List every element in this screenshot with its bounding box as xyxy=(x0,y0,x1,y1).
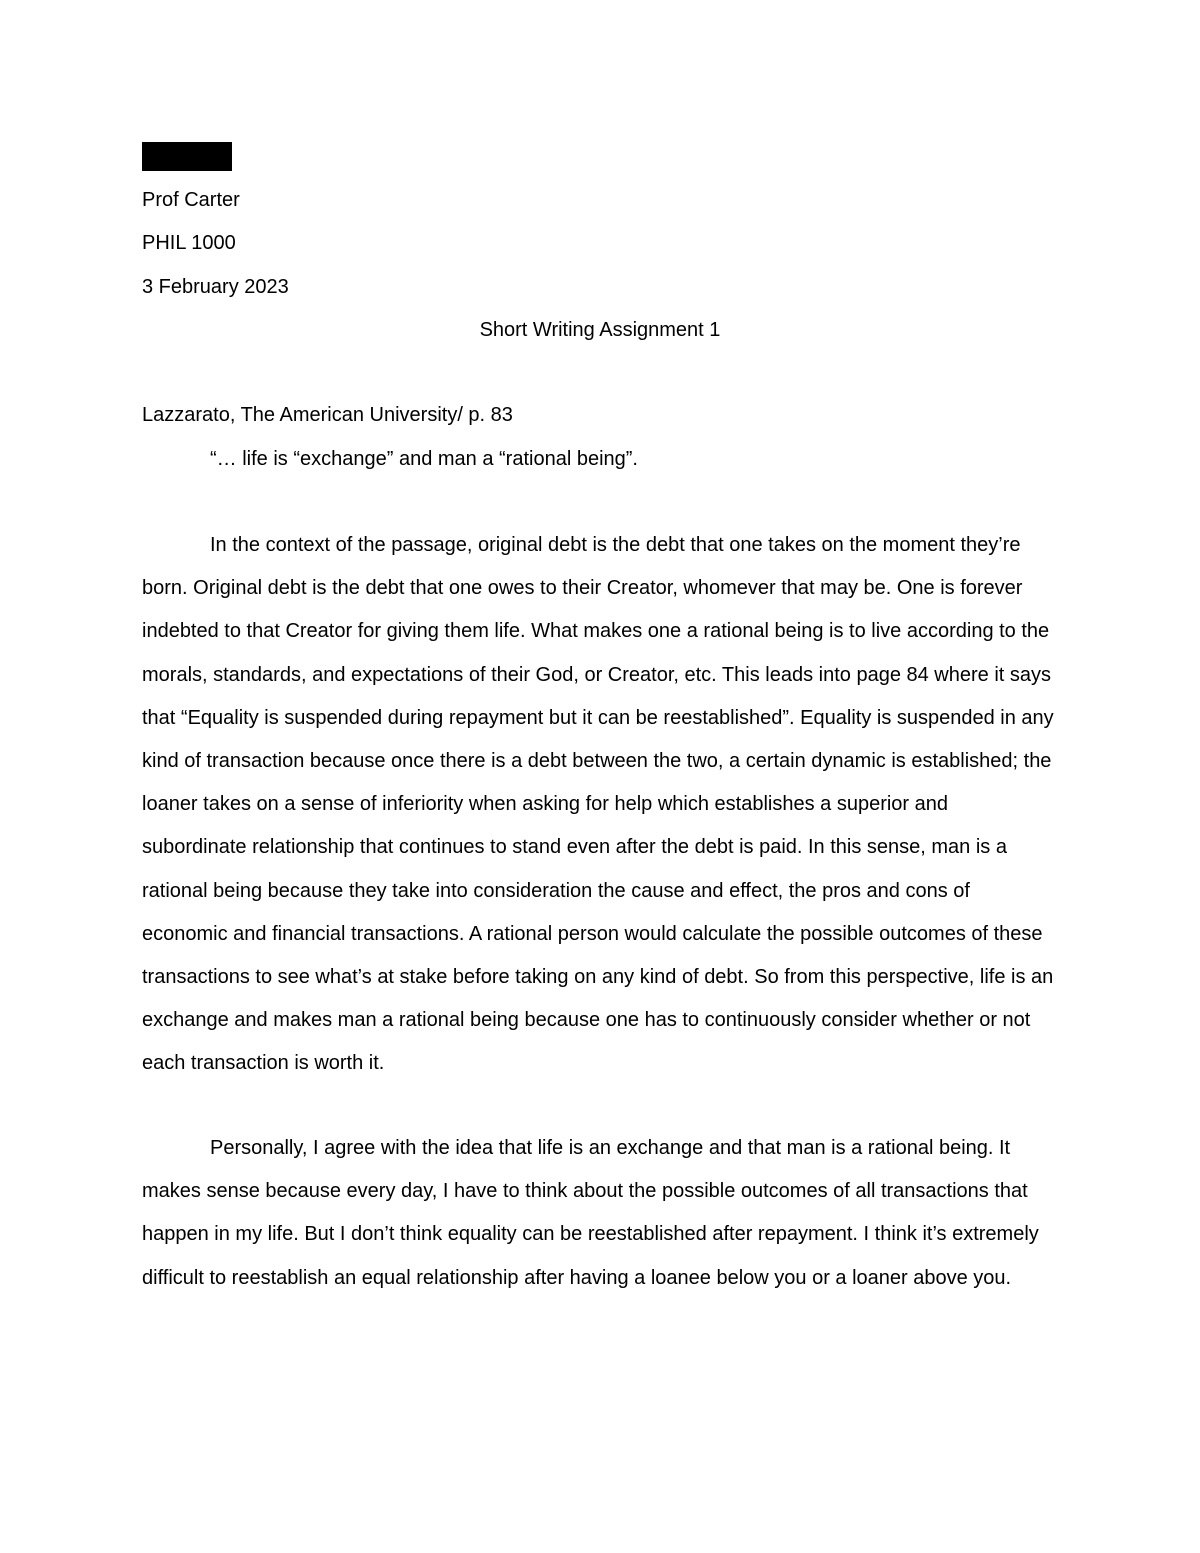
document-title: Short Writing Assignment 1 xyxy=(479,319,721,341)
body-paragraph-2: Personally, I agree with the idea that life is an exchange and that man is a rational being. It makes sense because every day, I have to think about the possible outcomes of all transactions that happen in my life. But I don’t think equality can be reestablished after repayment. I think it’s extremely difficult to reestablish an equal relationship after having a loanee below you or a loaner above you. xyxy=(142,1137,1039,1289)
citation-quote: “… life is “exchange” and man a “rational being”. xyxy=(210,448,638,470)
body-paragraph-1: In the context of the passage, original debt is the debt that one takes on the moment they’re born. Original debt is the debt that one owes to their Creator, whomever that may be. One is forever indebted to that Creator for giving them life. What makes one a rational being is to live according to the morals, standards, and expectations of their God, or Creator, etc. This leads into page 84 where it says that “Equality is suspended during repayment but it can be reestablished”. Equality is suspended in any kind of transaction because once there is a debt between the two, a certain dynamic is established; the loaner takes on a sense of inferiority when asking for help which establishes a superior and subordinate relationship that continues to stand even after the debt is paid. In this sense, man is a rational being because they take into consideration the cause and effect, the pros and cons of economic and financial transactions. A rational person would calculate the possible outcomes of these transactions to see what’s at stake before taking on any kind of debt. So from this perspective, life is an exchange and makes man a rational being because one has to continuously consider whether or not each transaction is worth it. xyxy=(142,534,1054,1075)
citation-source: Lazzarato, The American University/ p. 83 xyxy=(142,404,513,426)
professor-name: Prof Carter xyxy=(142,189,240,211)
redacted-student-name xyxy=(142,142,232,171)
course-code: PHIL 1000 xyxy=(142,232,236,254)
assignment-date: 3 February 2023 xyxy=(142,276,289,298)
